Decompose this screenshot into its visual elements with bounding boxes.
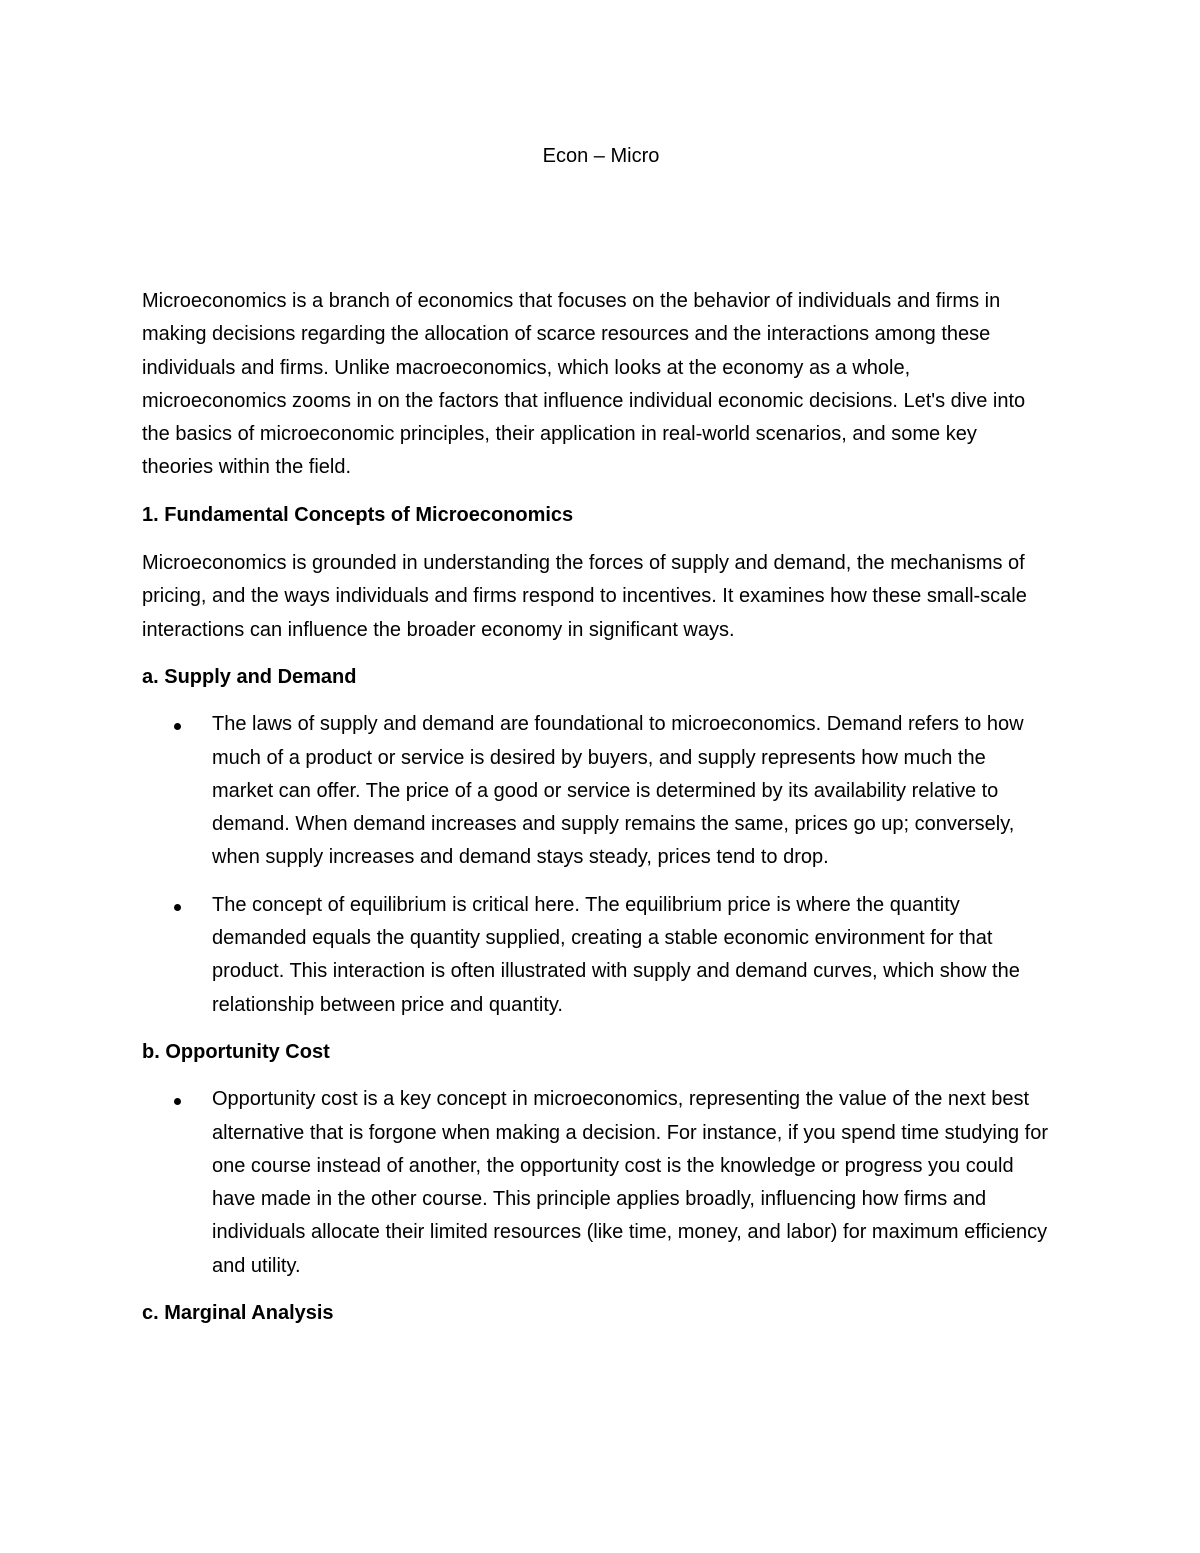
subsection-heading-marginal-analysis: c. Marginal Analysis — [142, 1302, 334, 1325]
list-item-text: Opportunity cost is a key concept in microeconomics, representing the value of the next best alternative that is forgone when making a decision. For instance, if you spend time studying for one course instead of another, the opportunity cost is the knowledge or progress you could have made in the other course. This principle applies broadly, influencing how firms and individuals allocate their limited resources (like time, money, and labor) for maximum efficiency and utility. — [212, 1088, 1049, 1277]
section-paragraph-fundamental-concepts: Microeconomics is grounded in understanding the forces of supply and demand, the mechanisms of pricing, and the ways individuals and firms respond to incentives. It examines how these small-scale interactions can influence the broader economy in significant ways. — [142, 552, 1027, 641]
list-item — [142, 1083, 1052, 1283]
list-item-text: The laws of supply and demand are foundational to microeconomics. Demand refers to how much of a product or service is desired by buyers, and supply represents how much the market can offer. The price of a good or service is determined by its availability relative to demand. When demand increases and supply remains the same, prices go up; conversely, when supply increases and demand stays steady, prices tend to drop. — [212, 713, 1024, 869]
bullet-icon — [174, 723, 181, 730]
document-content — [142, 140, 1052, 1330]
list-item-text: The concept of equilibrium is critical here. The equilibrium price is where the quantity demanded equals the quantity supplied, creating a stable economic environment for that product. This interaction is often illustrated with supply and demand curves, which show the relationship between price and quantity. — [212, 893, 1020, 1016]
bullet-list-supply-demand — [142, 708, 1052, 1022]
intro-paragraph: Microeconomics is a branch of economics that focuses on the behavior of individuals and firms in making decisions regarding the allocation of scarce resources and the interactions among these individuals and firms. Unlike macroeconomics, which looks at the economy as a whole, microeconomics zooms in on the factors that influence individual economic decisions. Let's dive into the basics of microeconomic principles, their application in real-world scenarios, and some key theories within the field. — [142, 290, 1026, 479]
subsection-heading-opportunity-cost: b. Opportunity Cost — [142, 1040, 330, 1063]
bullet-icon — [174, 1098, 181, 1105]
section-heading-fundamental-concepts: 1. Fundamental Concepts of Microeconomics — [142, 503, 574, 526]
bullet-icon — [174, 904, 181, 911]
list-item — [142, 889, 1052, 1022]
subsection-heading-supply-demand: a. Supply and Demand — [142, 665, 357, 688]
bullet-list-opportunity-cost — [142, 1083, 1052, 1283]
list-item — [142, 708, 1052, 874]
document-title: Econ – Micro — [542, 145, 660, 167]
